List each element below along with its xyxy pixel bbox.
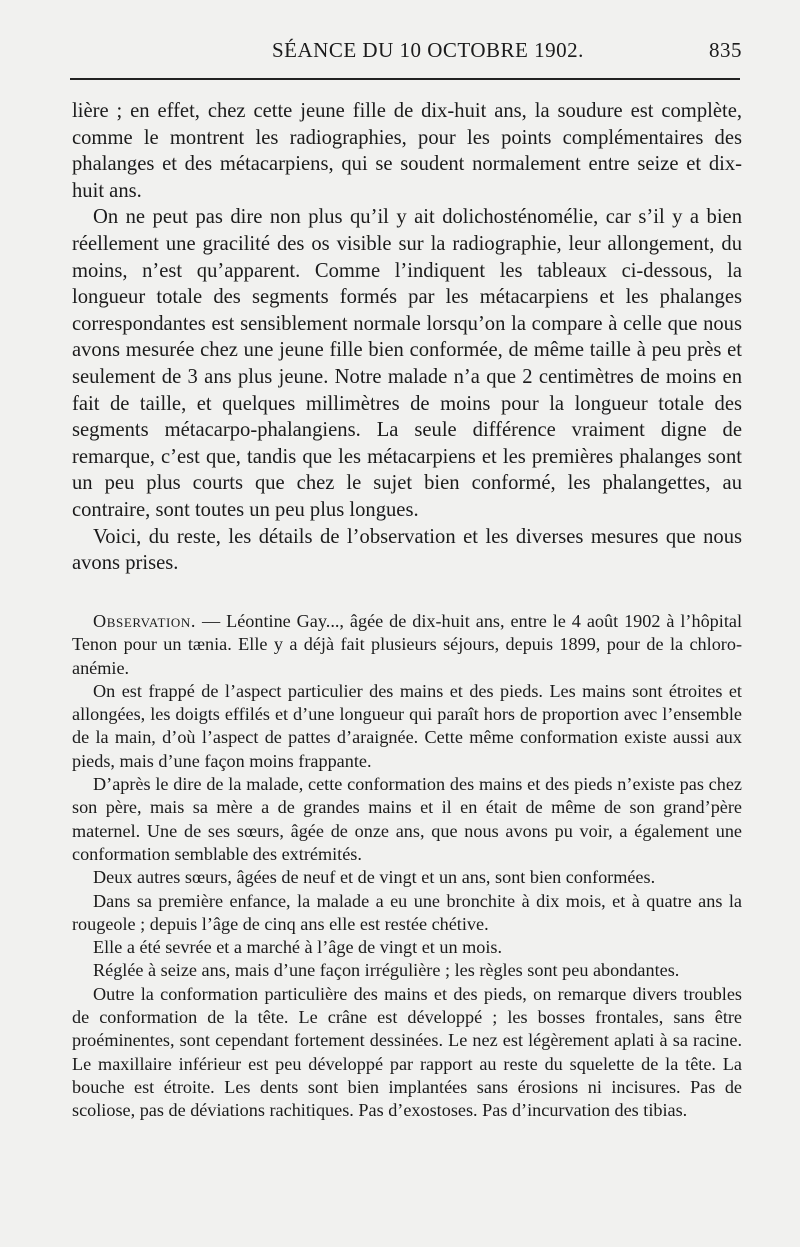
observation-label: Observation.	[93, 611, 197, 631]
observation-paragraph: D’après le dire de la malade, cette conformation des mains et des pieds n’existe pas chez son père, mais sa mère a de grandes mains et il en était de même de son grand’père maternel. Une de ses sœurs, âgée de onze ans, que nous avons pu voir, a également une conformation semblable des extrémités.	[72, 774, 742, 864]
observation-lead: — Léontine Gay..., âgée de dix-huit ans, entre le 4 août 1902 à l’hôpital Tenon pour un tænia. Elle y a déjà fait plusieurs séjours, depuis 1899, pour de la chloro-anémie.	[72, 611, 742, 678]
page-header	[72, 38, 742, 68]
paragraph: Voici, du reste, les détails de l’observation et les diverses mesures que nous avons prises.	[72, 525, 742, 575]
header-rule	[70, 78, 740, 80]
observation-paragraph: Outre la conformation particulière des mains et des pieds, on remarque divers troubles de conformation de la tête. Le crâne est développé ; les bosses frontales, sans être proéminentes, sont cependant fortement dessinées. Le nez est légèrement aplati à sa racine. Le maxillaire inférieur est peu développé par rapport au reste du squelette de la tête. La bouche est étroite. Les dents sont bien implantées sans érosions ni incisures. Pas de scoliose, pas de déviations rachitiques. Pas d’exostoses. Pas d’incurvation des tibias.	[72, 983, 742, 1121]
observation-paragraph: Elle a été sevrée et a marché à l’âge de vingt et un mois.	[93, 937, 503, 958]
main-text	[72, 98, 742, 577]
observation-paragraph: On est frappé de l’aspect particulier des mains et des pieds. Les mains sont étroites et allongées, les doigts effilés et d’une longueur qui paraît hors de proportion avec l’ensemble de la main, d’où l’aspect de pattes d’araignée. Cette même conformation existe aussi aux pieds, mais d’une façon moins frappante.	[72, 680, 742, 771]
page-number: 835	[709, 38, 742, 62]
observation-paragraph: Réglée à seize ans, mais d’une façon irrégulière ; les règles sont peu abondantes.	[93, 960, 680, 981]
observation-paragraph: Dans sa première enfance, la malade a eu une bronchite à dix mois, et à quatre ans la rougeole ; depuis l’âge de cinq ans elle est restée chétive.	[72, 890, 742, 934]
observation-paragraph: Deux autres sœurs, âgées de neuf et de vingt et un ans, sont bien conformées.	[93, 867, 656, 888]
observation-section	[72, 610, 742, 1123]
running-title: SÉANCE DU 10 OCTOBRE 1902.	[272, 38, 584, 62]
paragraph: lière ; en effet, chez cette jeune fille de dix-huit ans, la soudure est complète, comme le montrent les radiographies, pour les points complémentaires des phalanges et des métacarpiens, qui se soudent normalement entre seize et dix-huit ans.	[72, 100, 742, 202]
paragraph: On ne peut pas dire non plus qu’il y ait dolichosténomélie, car s’il y a bien réellement une gracilité des os visible sur la radiographie, leur allongement, du moins, n’est qu’apparent. Comme l’indiquent les tableaux ci-dessous, la longueur totale des segments formés par les métacarpiens et les phalanges correspondantes est sensiblement normale lorsqu’on la compare à celle que nous avons mesurée chez une jeune fille bien conformée, de même taille à peu près et seulement de 3 ans plus jeune. Notre malade n’a que 2 centimètres de moins en fait de taille, et quelques millimètres de moins pour la longueur totale des segments métacarpo-phalangiens. La seule différence vraiment digne de remarque, c’est que, tandis que les métacarpiens et les premières phalanges sont un peu plus courts que chez le sujet bien conformé, les phalangettes, au contraire, sont toutes un peu plus longues.	[72, 206, 742, 521]
observation-intro	[72, 610, 742, 680]
